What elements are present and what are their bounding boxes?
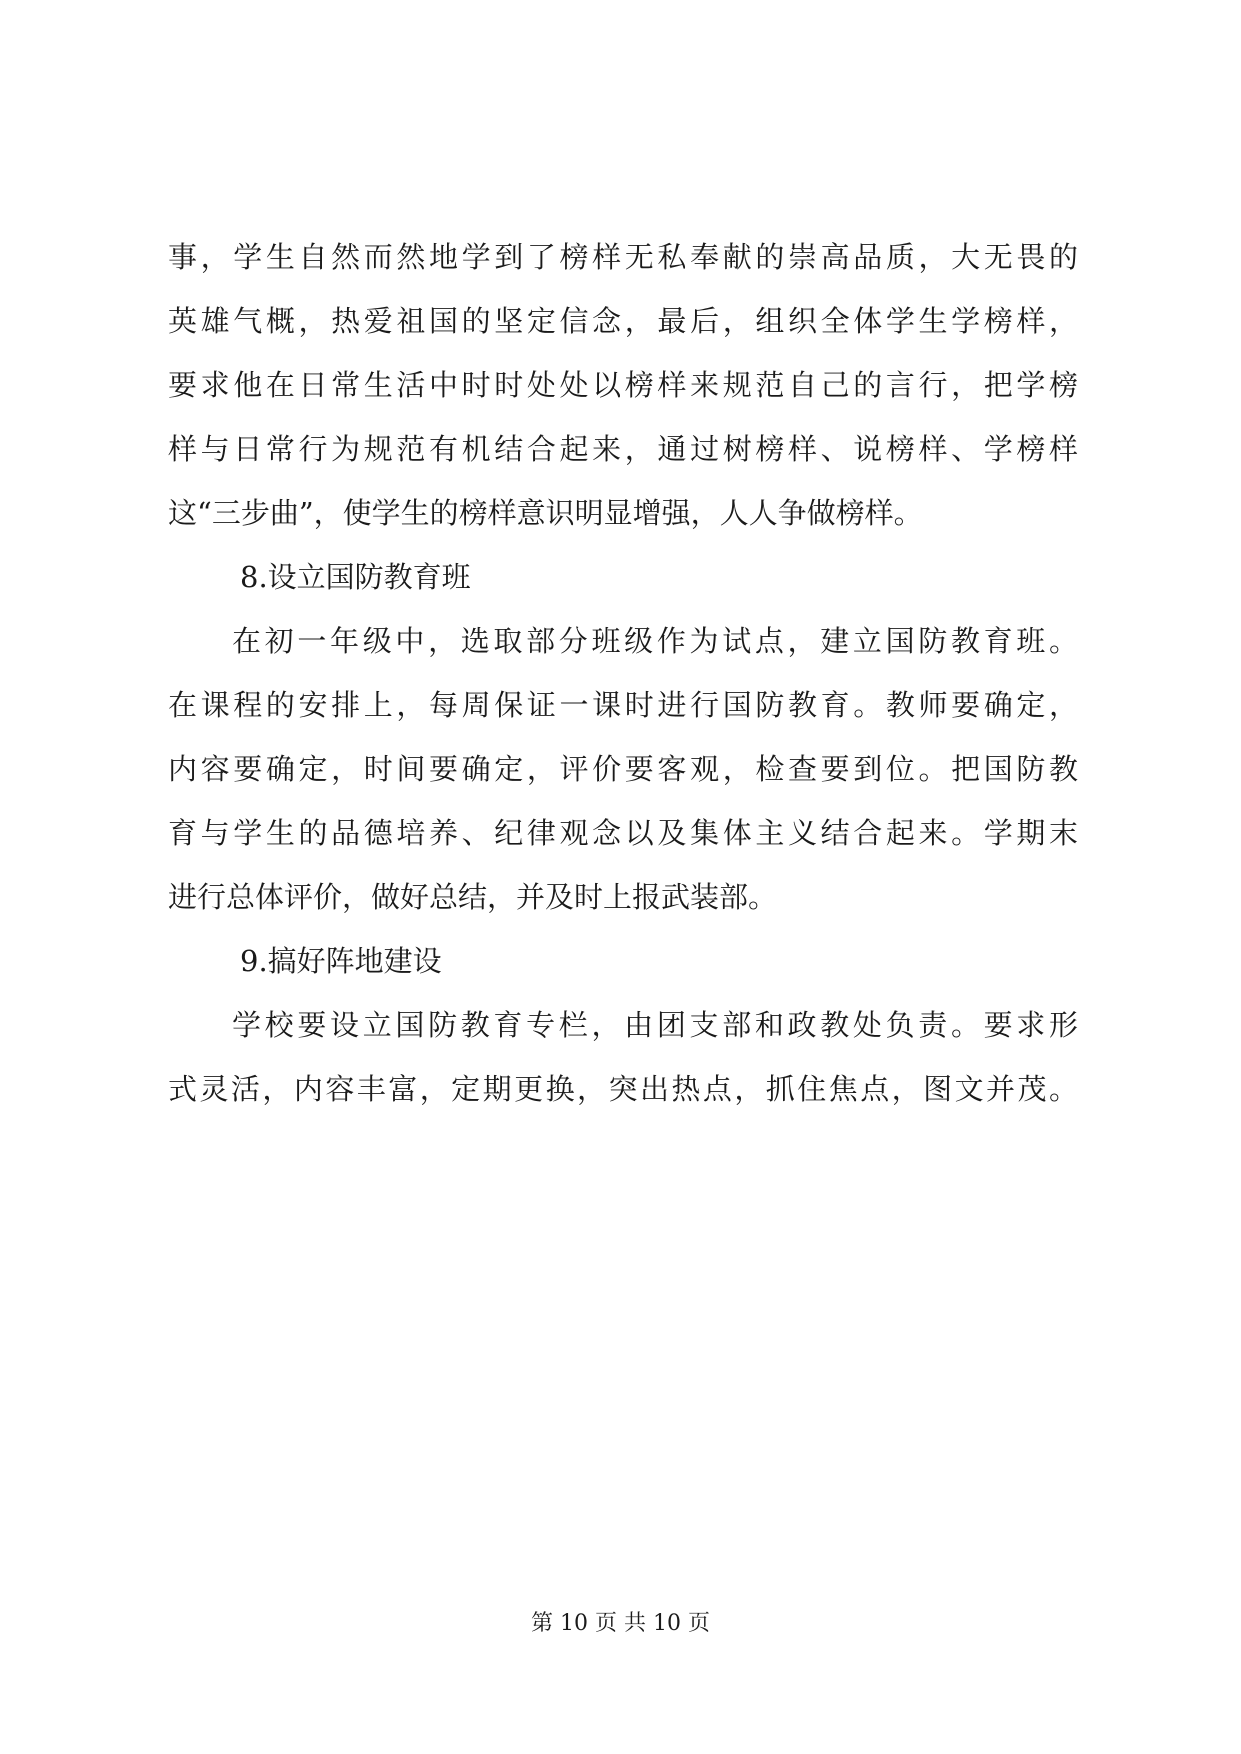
paragraph-line: 进行总体评价，做好总结，并及时上报武装部。: [168, 880, 778, 914]
paragraph-line: 样与日常行为规范有机结合起来，通过树榜样、说榜样、学榜样: [168, 432, 1078, 466]
paragraph-line: 英雄气概，热爱祖国的坚定信念，最后，组织全体学生学榜样，: [168, 304, 1078, 338]
section-heading: 8.设立国防教育班: [240, 560, 471, 594]
paragraph-line: 育与学生的品德培养、纪律观念以及集体主义结合起来。学期末: [168, 816, 1078, 850]
paragraph-line: 在课程的安排上，每周保证一课时进行国防教育。教师要确定，: [168, 688, 1078, 722]
paragraph-line: 内容要确定，时间要确定，评价要客观，检查要到位。把国防教: [168, 752, 1078, 786]
paragraph-line: 要求他在日常生活中时时处处以榜样来规范自己的言行，把学榜: [168, 368, 1078, 402]
paragraph-line: 事，学生自然而然地学到了榜样无私奉献的崇高品质，大无畏的: [168, 240, 1078, 274]
paragraph-line: 式灵活，内容丰富，定期更换，突出热点，抓住焦点，图文并茂。: [168, 1072, 1078, 1106]
paragraph-line: 学校要设立国防教育专栏，由团支部和政教处负责。要求形: [232, 1008, 1078, 1042]
page-footer: 第 10 页 共 10 页: [531, 1611, 710, 1636]
paragraph-line: 在初一年级中，选取部分班级作为试点，建立国防教育班。: [232, 624, 1078, 658]
section-heading: 9.搞好阵地建设: [240, 944, 442, 978]
paragraph-line: 这“三步曲”，使学生的榜样意识明显增强，人人争做榜样。: [168, 496, 923, 530]
document-body: [168, 225, 1078, 1121]
